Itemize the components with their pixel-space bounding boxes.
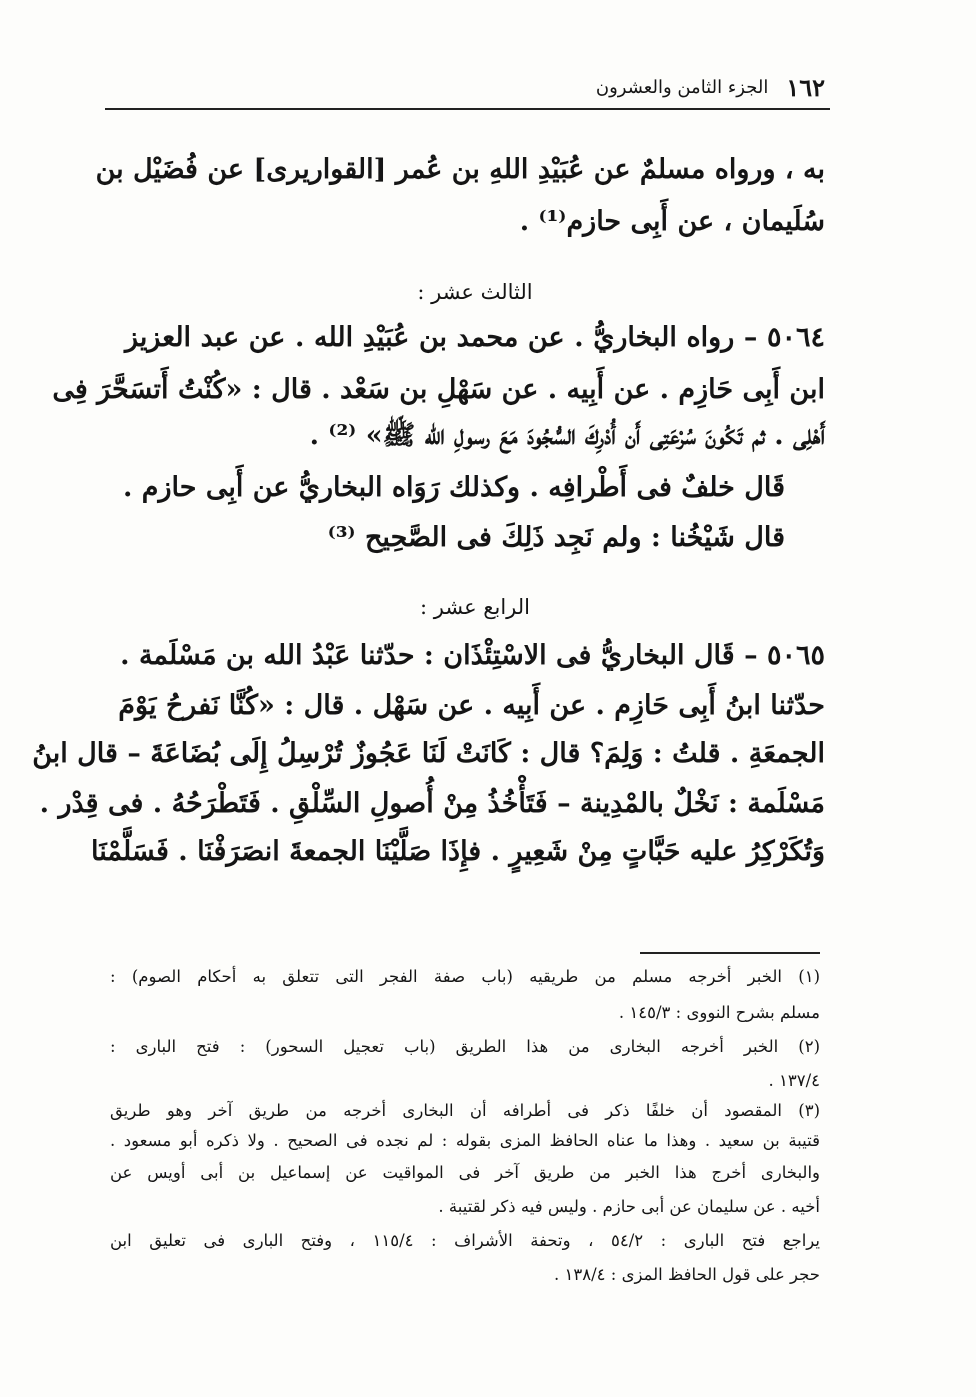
footnote-line: قتيبة بن سعيد . وهذا ما عناه الحافظ المزى بقوله : لم نجده فى الصحيح . ولا ذكره أبو مسعود . <box>110 1131 820 1150</box>
section-heading: الرابع عشر : <box>420 595 530 619</box>
footnote-line: حجر على قول الحافظ المزى : ١٣٨/٤ . <box>554 1265 820 1284</box>
footnote-line: مسلم بشرح النووى : ١٤٥/٣ . <box>618 1003 820 1022</box>
footnote-line: ١٣٧/٤ . <box>768 1071 820 1090</box>
page-number: ١٦٢ <box>786 72 825 102</box>
body-line: ٥٠٦٥ – قَال البخاريُّ فى الاسْتِئْذَان : حدّثنا عَبْدُ الله بن مَسْلَمة . <box>120 640 825 671</box>
body-line: ٥٠٦٤ – رواه البخاريُّ . عن محمد بن عُبَيْدِ الله . عن عبد العزيز <box>125 322 825 353</box>
body-line: الجمعَةِ . قلتُ : وَلِمَ؟ قال : كَانَتْ لَنَا عَجُوزٌ تُرْسِلُ إِلَى بُضَاعَةَ – قال ابنُ <box>32 738 825 769</box>
body-line: حدّثنا ابنُ أَبِى حَازِم . عن أَبِيه . عن سَهْل . قال : «كُنَّا نَفرحُ يَوْمَ <box>118 690 825 721</box>
footnote-line: (١) الخبر أخرجه مسلم من طريقيه (باب صفة الفجر التى تتعلق به أحكام الصوم) : <box>110 967 820 986</box>
footnote-line: (٢) الخبر أخرجه البخارى من هذا الطريق (باب تعجيل السحور) : فتح البارى : <box>110 1037 820 1056</box>
body-line: قال شَيْخُنا : ولم نَجِد ذَلِكَ فى الصَّحِيح ⁽³⁾ <box>327 522 785 553</box>
body-line: سُلَيمان ، عن أَبِى حازم⁽¹⁾ . <box>519 206 825 237</box>
section-heading: الثالث عشر : <box>417 280 533 304</box>
footnote-rule <box>640 952 820 954</box>
body-line: وَتُكَرْكِرُ عليه حَبَّاتٍ مِنْ شَعِيرٍ . فإِذَا صَلَّيْنَا الجمعةَ انصَرَفْنَا . فَسَلَّمْنَا <box>90 836 825 867</box>
footnote-line: أخيه . عن سليمان عن أبى حازم . وليس فيه ذكر لقتيبة . <box>438 1197 820 1216</box>
footnote-line: يراجع فتح البارى : ٥٤/٢ ، وتحفة الأشراف : ١١٥/٤ ، وفتح البارى فى تعليق ابن <box>110 1231 820 1250</box>
header-rule <box>105 108 830 110</box>
footnote-line: والبخارى أخرج هذا الخبر من طريق آخر فى المواقيت عن إسماعيل بن أبى أويس عن <box>110 1163 820 1182</box>
body-line: مَسْلَمة : نَخْلٌ بالمْدِينة – فَتَأْخُذُ مِنْ أُصولِ السِّلْقِ . فَتَطْرَحُهُ . فى قِدْر . <box>39 788 825 819</box>
body-line: به ، ورواه مسلمٌ عن عُبَيْدِ اللهِ بن عُمر [القواريرى] عن فُضَيْل بن <box>95 154 825 185</box>
footnote-line: (٣) المقصود أن خلفًا ذكر فى أطرافه أن البخارى أخرجه من طريق آخر وهو طريق <box>110 1101 820 1120</box>
page-header <box>110 72 825 102</box>
body-line: قَال خلفٌ فى أَطْرافِه . وكذلك رَوَاه البخاريُّ عن أَبِى حازم . <box>122 472 785 503</box>
body-line: ابن أَبِى حَازِم . عن أَبِيه . عن سَهْلِ بن سَعْد . قال : «كُنْتُ أَتسَحَّرَ فِى <box>52 374 825 405</box>
body-line: أَهْلِى . ثم تَكُونَ سُرْعَتِى أَن أُدْرِكَ السُّجُودَ مَعَ رسولِ الله ﷺ» ⁽²⁾ . <box>309 420 825 451</box>
running-title: الجزء الثامن والعشرون <box>595 76 769 98</box>
